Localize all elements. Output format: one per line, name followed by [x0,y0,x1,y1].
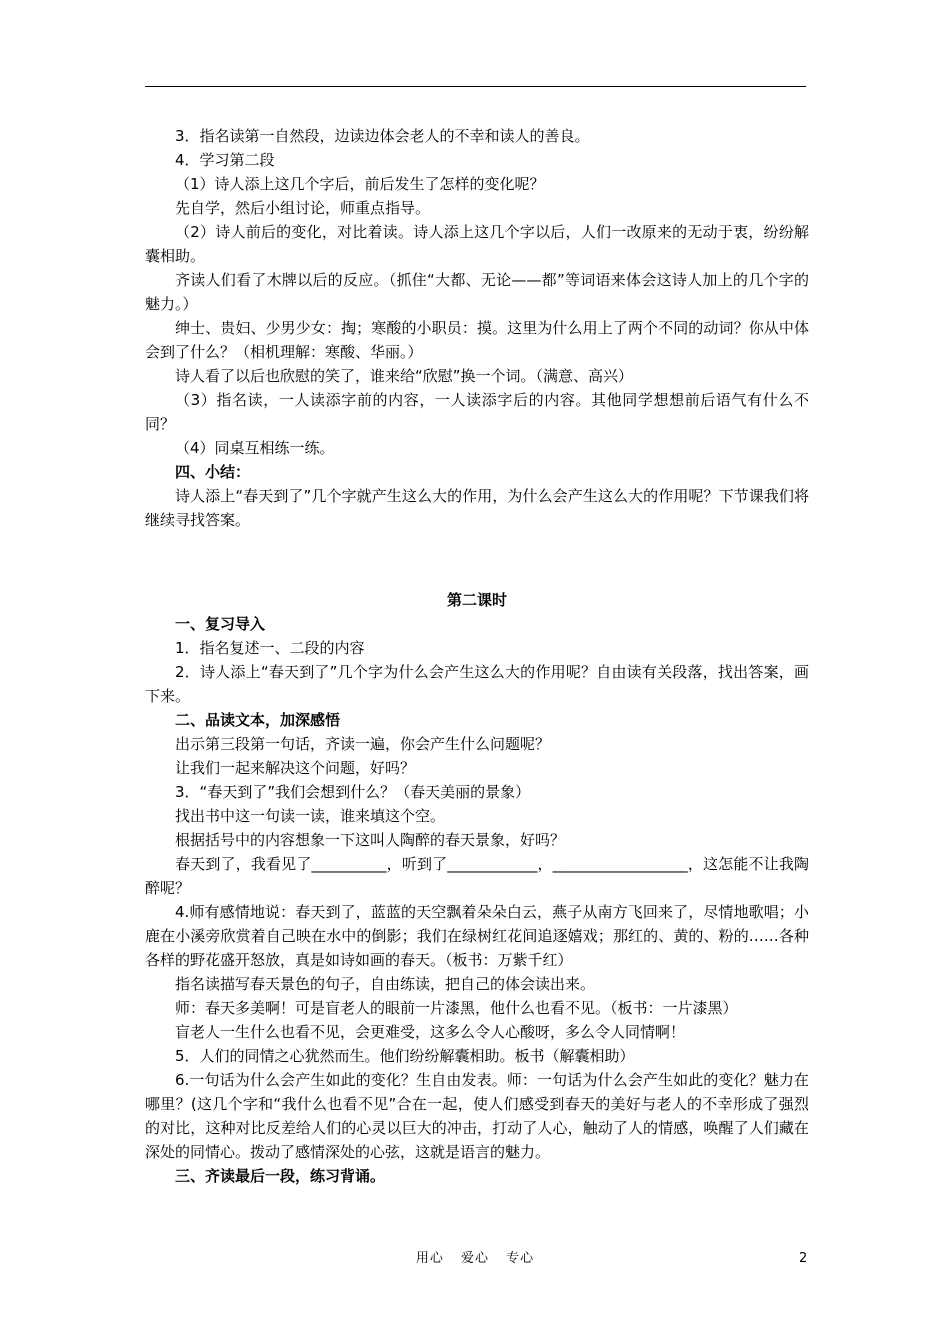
paragraph-read-scenery: 指名读描写春天景色的句子，自由练读，把自己的体会读出来。 [175,975,596,993]
heading-review: 一、复习导入 [175,615,266,633]
page-number: 2 [799,1251,808,1266]
header-rule [145,86,806,87]
paragraph-third-section: 出示第三段第一句话，齐读一遍，你会产生什么问题呢？ [175,735,551,753]
section-title: 第二课时 [446,591,507,609]
document-body [145,124,809,1188]
paragraph-q4: （4）同桌互相练一练。 [175,439,335,457]
paragraph-find-sentence: 找出书中这一句读一读，谁来填这个空。 [175,807,446,825]
paragraph-reaction: 齐读人们看了木牌以后的反应。（抓住“大都、无论——都”等词语来体会这诗人加上的几个字的魅力。） [145,271,809,313]
paragraph-read-first: 3．指名读第一自然段，边读边体会老人的不幸和读人的善良。 [175,127,590,145]
heading-reading: 二、品读文本，加深感悟 [175,711,341,729]
paragraph-self-study: 先自学，然后小组讨论，师重点指导。 [175,199,431,217]
paragraph-help: 5．人们的同情之心犹然而生。他们纷纷解囊相助。板书（解囊相助） [175,1047,635,1065]
paragraph-find-answer: 2．诗人添上“春天到了”几个字为什么会产生这么大的作用呢？自由读有关段落，找出答案，画下来。 [145,663,809,705]
paragraph-fill-blank: 春天到了，我看见了__________，听到了____________，__________________，这怎能不让我陶醉呢？ [145,855,809,897]
heading-summary: 四、小结： [175,463,251,481]
paragraph-q3: （3）指名读，一人读添字前的内容，一人读添字后的内容。其他同学想想前后语气有什么不同？ [145,391,809,433]
paragraph-q1: （1）诗人添上这几个字后，前后发生了怎样的变化呢？ [175,175,545,193]
paragraph-poet-smile: 诗人看了以后也欣慰的笑了，谁来给“欣慰”换一个词。（满意、高兴） [175,367,634,385]
paragraph-teacher-spring: 4.师有感情地说：春天到了，蓝蓝的天空飘着朵朵白云，燕子从南方飞回来了，尽情地歌唱；小鹿在小溪旁欣赏着自己映在水中的倒影；我们在绿树红花间追逐嬉戏；那红的、黄的、粉的……各种各样的野花盛开怒放，真是如诗如画的春天。（板书：万紫千红） [145,903,809,969]
heading-recite: 三、齐读最后一段，练习背诵。 [175,1167,386,1185]
paragraph-imagine: 根据括号中的内容想象一下这叫人陶醉的春天景象，好吗？ [175,831,566,849]
section-spacer [145,532,809,588]
paragraph-summary: 诗人添上“春天到了”几个字就产生这么大的作用，为什么会产生这么大的作用呢？下节课我们将继续寻找答案。 [145,487,809,529]
paragraph-spring-think: 3．“春天到了”我们会想到什么？（春天美丽的景象） [175,783,531,801]
paragraph-charm: 6.一句话为什么会产生如此的变化？生自由发表。师：一句话为什么会产生如此的变化？魅力在哪里？(这几个字和“我什么也看不见”合在一起，使人们感受到春天的美好与老人的不幸形成了强烈的对比，这种对比反差给人们的心灵以巨大的冲击，打动了人心，触动了人的情感，唤醒了人们藏在深处的同情心。拨动了感情深处的心弦，这就是语言的魅力。 [145,1071,809,1161]
paragraph-verbs: 绅士、贵妇、少男少女：掏；寒酸的小职员：摸。这里为什么用上了两个不同的动词？你从中体会到了什么？（相机理解：寒酸、华丽。） [145,319,809,361]
paragraph-sympathy: 盲老人一生什么也看不见，会更难受，这多么令人心酸呀，多么令人同情啊！ [175,1023,686,1041]
paragraph-blind-dark: 师：春天多美啊！可是盲老人的眼前一片漆黑，他什么也看不见。（板书：一片漆黑） [175,999,738,1017]
paragraph-retell: 1．指名复述一、二段的内容 [175,639,365,657]
footer-motto: 用心 爱心 专心 [415,1251,535,1266]
paragraph-study-second: 4．学习第二段 [175,151,275,169]
paragraph-q2: （2）诗人前后的变化，对比着读。诗人添上这几个字以后，人们一改原来的无动于衷，纷纷解囊相助。 [145,223,809,265]
paragraph-solve-together: 让我们一起来解决这个问题，好吗？ [175,759,416,777]
